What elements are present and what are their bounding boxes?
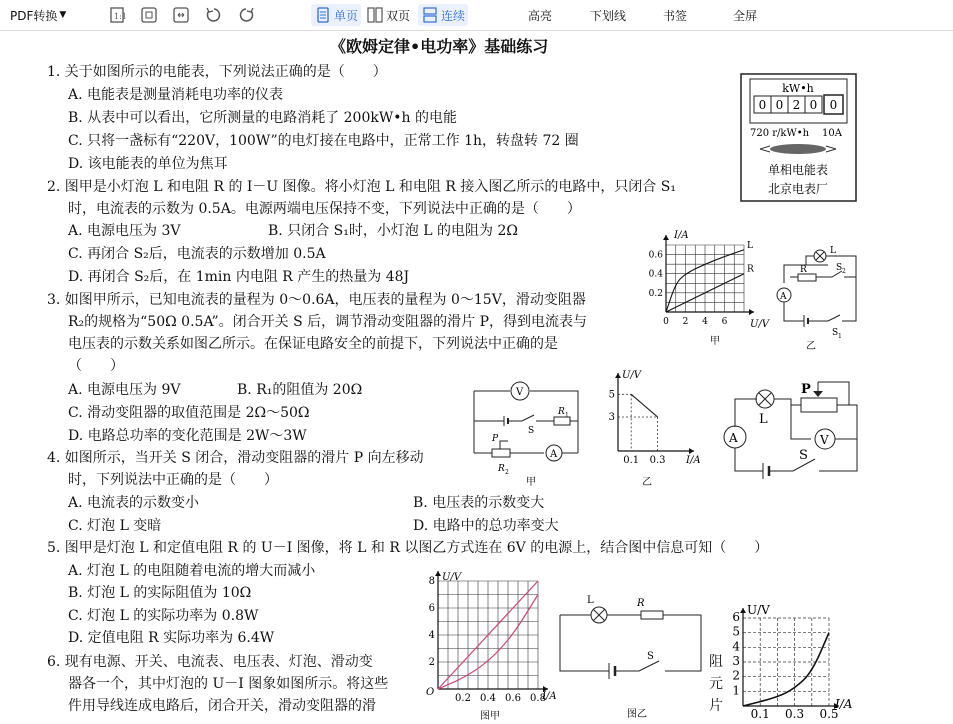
y-tick-label: 2: [732, 668, 740, 683]
pdf-convert-button[interactable]: [10, 4, 66, 26]
meter-spec-right: 10A: [822, 128, 842, 139]
svg-text:R: R: [498, 464, 505, 474]
y-tick-label: 3: [732, 654, 740, 668]
q4-option-a: A. 电流表的示数变小: [68, 495, 200, 511]
x-tick-label: 0.3: [785, 707, 805, 721]
single-page-button[interactable]: [311, 4, 361, 26]
q2-caption-jia: 甲: [710, 336, 720, 347]
y-tick-label: 6: [428, 603, 435, 614]
q2-stem-line2: 时，电流表的示数为 0.5A。电源两端电压保持不变，下列说法中正确的是（ ）: [68, 201, 581, 217]
svg-text:R: R: [637, 598, 645, 609]
q6-side-char3: 片: [709, 698, 723, 714]
meter-digit: 0: [758, 98, 767, 112]
series-line-L: [743, 633, 829, 706]
q6-graph: [725, 598, 860, 724]
q5-caption-yi: 图乙: [627, 709, 647, 720]
x-tick-label: 6: [721, 317, 728, 327]
resistor-symbol: [798, 274, 816, 281]
y-tick-label: 0.2: [648, 288, 663, 299]
meter-name: 单相电能表: [767, 163, 829, 177]
q5-option-d: D. 定值电阻 R 实际功率为 6.4W: [68, 630, 275, 646]
underline-label: 下划线: [590, 8, 627, 23]
q5-caption-jia: 图甲: [480, 711, 500, 722]
fit-width-icon: [140, 6, 158, 24]
q3-stem-line2: R₂的规格为“50Ω 0.5A”。闭合开关 S 后，调节滑动变阻器的滑片 P，得到电流表与: [68, 314, 588, 330]
q5-option-a: A. 灯泡 L 的电阻随着电流的增大而减小: [68, 563, 316, 579]
q2-circuit-yi: [770, 243, 865, 353]
underline-button[interactable]: [590, 4, 626, 26]
q3-xlabel: I/A: [686, 455, 701, 466]
document-page: [0, 31, 953, 724]
single-page-label: 单页: [334, 8, 359, 23]
svg-text:1: 1: [565, 412, 569, 419]
q6-line1: 6. 现有电源、开关、电流表、电压表、灯泡、滑动变: [47, 654, 373, 670]
svg-text:S: S: [528, 426, 535, 436]
svg-text:S: S: [799, 448, 808, 463]
q2-stem-line1: 2. 图甲是小灯泡 L 和电阻 R 的 I－U 图像。将小灯泡 L 和电阻 R 接入图乙所示的电路中，只闭合 S₁: [47, 179, 676, 195]
q5-circuit-yi: [555, 591, 705, 724]
svg-text:L: L: [587, 595, 594, 606]
svg-text:S: S: [647, 651, 654, 662]
q5-xlabel: I/A: [542, 691, 557, 702]
continuous-button[interactable]: [418, 4, 468, 26]
svg-text:R: R: [800, 265, 807, 275]
x-tick-label: 0.4: [480, 693, 496, 704]
meter-spec-left: 720 r/kW•h: [750, 128, 810, 139]
y-tick-label: 8: [428, 576, 435, 587]
x-tick-label: 4: [702, 317, 708, 327]
q2-caption-yi: 乙: [806, 341, 816, 352]
q3-stem-line3: 电压表的示数关系如图乙所示。在保证电路安全的前提下，下列说法中正确的是: [68, 336, 558, 352]
svg-text:R: R: [558, 407, 565, 417]
meter-disc: [770, 144, 826, 154]
x-axis-arrow: [689, 448, 694, 454]
y-tick-label: 5: [608, 389, 615, 401]
rotate-left-button[interactable]: [204, 4, 222, 26]
continuous-icon: [421, 6, 439, 24]
single-page-icon: [314, 6, 332, 24]
x-tick-label: 0.8: [530, 693, 546, 704]
y-tick-label: 2: [428, 657, 435, 668]
q3-caption-jia: 甲: [526, 477, 536, 488]
q6-line2: 器各一个，其中灯泡的 U－I 图象如图所示。将这些: [68, 676, 389, 692]
fit-page-icon: [108, 6, 126, 24]
meter-unit: kW•h: [782, 82, 814, 95]
svg-text:P: P: [492, 434, 499, 444]
q3-ylabel: U/V: [622, 370, 642, 381]
y-tick-label: 0.6: [648, 250, 663, 261]
y-axis-arrow: [435, 571, 441, 576]
q3-option-d: D. 电路总功率的变化范围是 2W～3W: [68, 428, 307, 444]
svg-text:S: S: [836, 263, 843, 273]
q2-option-a: A. 电源电压为 3V: [68, 223, 181, 239]
y-tick-label: 5: [732, 624, 740, 639]
q1-option-a: A. 电能表是测量消耗电功率的仪表: [68, 87, 284, 103]
doc-title: 《欧姆定律•电功率》基础练习: [330, 37, 549, 56]
rotate-right-button[interactable]: [238, 4, 256, 26]
q1-option-d: D. 该电能表的单位为焦耳: [68, 156, 228, 172]
q3-stem-line1: 3. 如图甲所示，已知电流表的量程为 0～0.6A，电压表的量程为 0～15V，滑动变阻器: [47, 292, 586, 308]
q1-option-b: B. 从表中可以看出，它所测量的电路消耗了 200kW•h 的电能: [68, 110, 457, 126]
q2-option-d: D. 再闭合 S₂后，在 1min 内电阻 R 产生的热量为 48J: [68, 269, 410, 285]
series-line-U-I: [631, 394, 657, 417]
q6-side-char1: 阻: [709, 654, 723, 670]
double-page-label: 双页: [386, 8, 411, 23]
double-page-icon: [366, 6, 384, 24]
continuous-label: 连续: [441, 8, 466, 23]
y-tick-label: 4: [428, 630, 435, 641]
actual-size-icon: [172, 6, 190, 24]
x-tick-label: 0.3: [649, 455, 666, 466]
fullscreen-label: 全屏: [733, 8, 758, 23]
q5-origin: O: [426, 687, 435, 698]
q2-option-c: C. 再闭合 S₂后，电流表的示数增加 0.5A: [68, 246, 326, 262]
meter-digit: 0: [775, 98, 784, 112]
svg-text:A: A: [729, 431, 738, 445]
meter-digit: 0: [829, 98, 838, 112]
q6-line3: 件用导线连成电路后，闭合开关，滑动变阻器的滑: [68, 698, 376, 714]
q2-option-b: B. 只闭合 S₁时，小灯泡 L 的电阻为 2Ω: [268, 223, 519, 239]
svg-text:1: 1: [838, 333, 842, 340]
actual-size-button[interactable]: [172, 4, 190, 26]
svg-text:2: 2: [505, 469, 509, 476]
y-axis-arrow: [615, 373, 621, 378]
q1-stem: 1. 关于如图所示的电能表，下列说法正确的是（ ）: [47, 64, 387, 80]
x-tick-label: 0.2: [455, 693, 471, 704]
svg-text:A: A: [550, 449, 558, 460]
q4-option-b: B. 电压表的示数变大: [413, 495, 545, 511]
x-tick-label: 0.1: [623, 455, 640, 466]
y-tick-label: 1: [732, 683, 740, 698]
q3-circuit-jia: [470, 379, 585, 489]
svg-text:P: P: [801, 382, 811, 397]
q5-graph-jia: [420, 571, 562, 724]
highlight-label: 高亮: [528, 8, 553, 23]
q4-circuit: [715, 377, 865, 492]
q5-option-c: C. 灯泡 L 的实际功率为 0.8W: [68, 608, 259, 624]
q5-stem: 5. 图甲是灯泡 L 和定值电阻 R 的 U－I 图像，将 L 和 R 以图乙方式连在 6V 的电源上，结合图中信息可知（ ）: [47, 540, 769, 556]
fit-page-button[interactable]: [108, 4, 126, 26]
svg-text:L: L: [830, 246, 836, 256]
q1-option-c: C. 只将一盏标有“220V，100W”的电灯接在电路中，正常工作 1h，转盘转 72 圈: [68, 133, 579, 149]
q3-caption-yi: 乙: [642, 477, 652, 488]
series-label: L: [747, 240, 753, 251]
x-axis-arrow: [749, 309, 754, 315]
svg-text:S: S: [832, 328, 839, 338]
q3-stem-line4: （ ）: [68, 358, 124, 374]
q2-ylabel: I/A: [674, 230, 689, 241]
meter-maker: 北京电表厂: [767, 182, 829, 196]
series-label: R: [747, 264, 754, 275]
q2-xlabel: U/V: [750, 319, 770, 330]
pdf-convert-label: PDF转换: [10, 8, 58, 23]
svg-text:A: A: [780, 292, 787, 302]
q3-graph-yi: [600, 369, 710, 489]
svg-text:L: L: [759, 412, 768, 427]
fullscreen-button[interactable]: [733, 4, 757, 26]
q4-option-c: C. 灯泡 L 变暗: [68, 518, 162, 534]
svg-text:1:1: 1:1: [114, 12, 127, 21]
y-tick-label: 3: [608, 412, 615, 423]
q3-option-a: A. 电源电压为 9V: [68, 382, 181, 398]
y-tick-label: 4: [732, 639, 740, 654]
svg-text:V: V: [516, 387, 524, 398]
q6-side-char2: 元: [709, 676, 723, 692]
q3-option-c: C. 滑动变阻器的取值范围是 2Ω～50Ω: [68, 405, 310, 421]
svg-text:2: 2: [842, 268, 846, 275]
y-tick-label: 0.4: [648, 269, 663, 280]
x-tick-label: 2: [682, 317, 689, 327]
rotate-right-icon: [238, 6, 256, 24]
y-tick-label: 6: [732, 610, 740, 624]
y-axis-arrow: [740, 608, 746, 613]
x-tick-label: 0.5: [819, 707, 839, 721]
q4-stem-line2: 时，下列说法中正确的是（ ）: [68, 472, 278, 488]
bookmark-label: 书签: [663, 8, 688, 23]
x-tick-label: 0: [663, 317, 669, 327]
q6-xlabel: I/A: [835, 697, 853, 711]
rotate-left-icon: [204, 6, 222, 24]
caret-down-icon: ▼: [59, 10, 67, 20]
viewer-toolbar: [0, 0, 953, 31]
meter-digit: 0: [809, 98, 818, 112]
double-page-button[interactable]: [366, 4, 410, 26]
electric-meter-figure: [740, 73, 858, 203]
q5-ylabel: U/V: [442, 572, 462, 583]
meter-digit: 2: [792, 98, 801, 112]
x-tick-label: 0.1: [750, 707, 770, 721]
q5-option-b: B. 灯泡 L 的实际阻值为 10Ω: [68, 585, 252, 601]
q3-option-b: B. R₁的阻值为 20Ω: [237, 382, 363, 398]
q6-ylabel: U/V: [747, 603, 770, 617]
x-tick-label: 0.6: [505, 693, 521, 704]
svg-text:V: V: [820, 433, 829, 447]
q4-stem-line1: 4. 如图所示，当开关 S 闭合，滑动变阻器的滑片 P 向左移动: [47, 450, 424, 466]
q4-option-d: D. 电路中的总功率变大: [413, 518, 559, 534]
bookmark-button[interactable]: [663, 4, 687, 26]
fit-width-button[interactable]: [140, 4, 158, 26]
y-axis-arrow: [663, 235, 669, 240]
highlight-button[interactable]: [528, 4, 552, 26]
q2-graph-jia: [640, 227, 775, 347]
